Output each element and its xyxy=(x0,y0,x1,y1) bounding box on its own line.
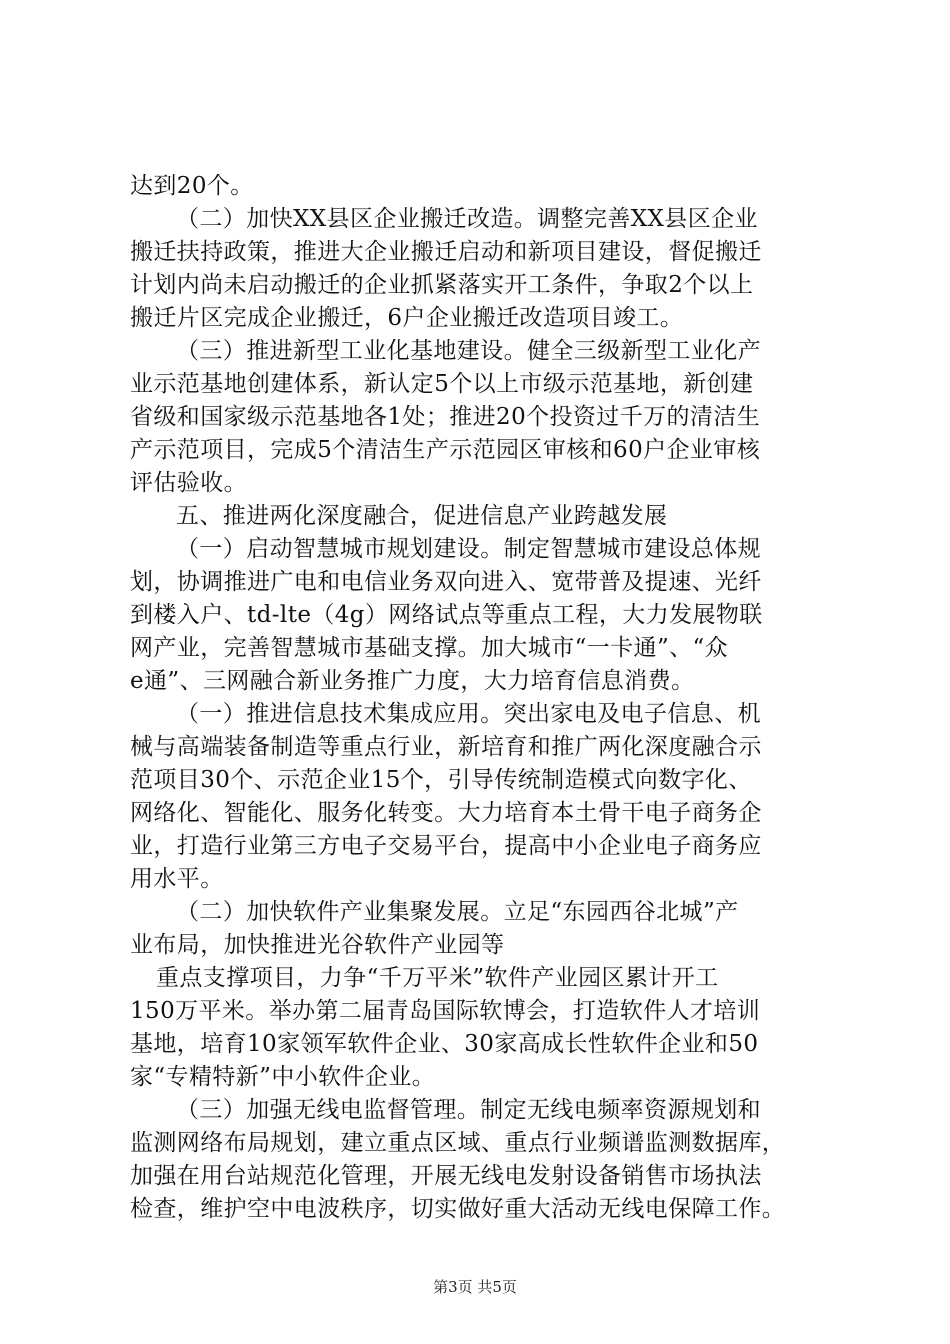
text-line: 省级和国家级示范基地各1处；推进20个投资过千万的清洁生 xyxy=(130,404,761,430)
text-line: （一）推进信息技术集成应用。突出家电及电子信息、机 xyxy=(176,701,761,727)
text-line: 范项目30个、示范企业15个，引导传统制造模式向数字化、 xyxy=(130,767,752,793)
text-line: 产示范项目，完成5个清洁生产示范园区审核和60户企业审核 xyxy=(130,437,761,463)
text-line: 基地，培育10家领军软件企业、30家高成长性软件企业和50 xyxy=(130,1031,759,1057)
text-line: （三）推进新型工业化基地建设。健全三级新型工业化产 xyxy=(176,338,761,364)
text-line: 搬迁片区完成企业搬迁，6户企业搬迁改造项目竣工。 xyxy=(130,305,684,331)
text-line: （二）加快软件产业集聚发展。立足“东园西谷北城”产 xyxy=(176,899,739,925)
text-line: 家“专精特新”中小软件企业。 xyxy=(130,1064,436,1090)
text-line: 网产业，完善智慧城市基础支撑。加大城市“一卡通”、“众 xyxy=(130,635,729,661)
text-line: 重点支撑项目，力争“千万平米”软件产业园区累计开工 xyxy=(156,965,719,991)
text-line: 加强在用台站规范化管理，开展无线电发射设备销售市场执法 xyxy=(130,1163,762,1189)
text-line: 计划内尚未启动搬迁的企业抓紧落实开工条件，争取2个以上 xyxy=(130,272,754,298)
page-number: 第3页 共5页 xyxy=(433,1278,517,1296)
text-line: e通”、三网融合新业务推广力度，大力培育信息消费。 xyxy=(130,668,695,694)
text-line: （一）启动智慧城市规划建设。制定智慧城市建设总体规 xyxy=(176,536,761,562)
text-line: 业，打造行业第三方电子交易平台，提高中小企业电子商务应 xyxy=(130,833,762,859)
section-heading: 五、推进两化深度融合，促进信息产业跨越发展 xyxy=(176,503,668,529)
text-line: 达到20个。 xyxy=(130,173,254,199)
text-line: 检查，维护空中电波秩序，切实做好重大活动无线电保障工作。 xyxy=(130,1196,786,1222)
text-line: 业示范基地创建体系，新认定5个以上市级示范基地，新创建 xyxy=(130,371,754,397)
text-line: 划，协调推进广电和电信业务双向进入、宽带普及提速、光纤 xyxy=(130,569,762,595)
text-line: （二）加快XX县区企业搬迁改造。调整完善XX县区企业 xyxy=(176,206,758,232)
text-line: 用水平。 xyxy=(130,866,224,892)
text-line: 网络化、智能化、服务化转变。大力培育本土骨干电子商务企 xyxy=(130,800,762,826)
text-line: （三）加强无线电监督管理。制定无线电频率资源规划和 xyxy=(176,1097,761,1123)
text-line: 搬迁扶持政策，推进大企业搬迁启动和新项目建设，督促搬迁 xyxy=(130,239,762,265)
text-line: 150万平米。举办第二届青岛国际软博会，打造软件人才培训 xyxy=(130,998,761,1024)
document-body xyxy=(130,170,845,1226)
text-line: 评估验收。 xyxy=(130,470,247,496)
text-line: 到楼入户、td-lte（4g）网络试点等重点工程，大力发展物联 xyxy=(130,602,763,628)
text-line: 监测网络布局规划，建立重点区域、重点行业频谱监测数据库， xyxy=(130,1130,786,1156)
text-line: 业布局，加快推进光谷软件产业园等 xyxy=(130,932,505,958)
text-line: 械与高端装备制造等重点行业，新培育和推广两化深度融合示 xyxy=(130,734,762,760)
